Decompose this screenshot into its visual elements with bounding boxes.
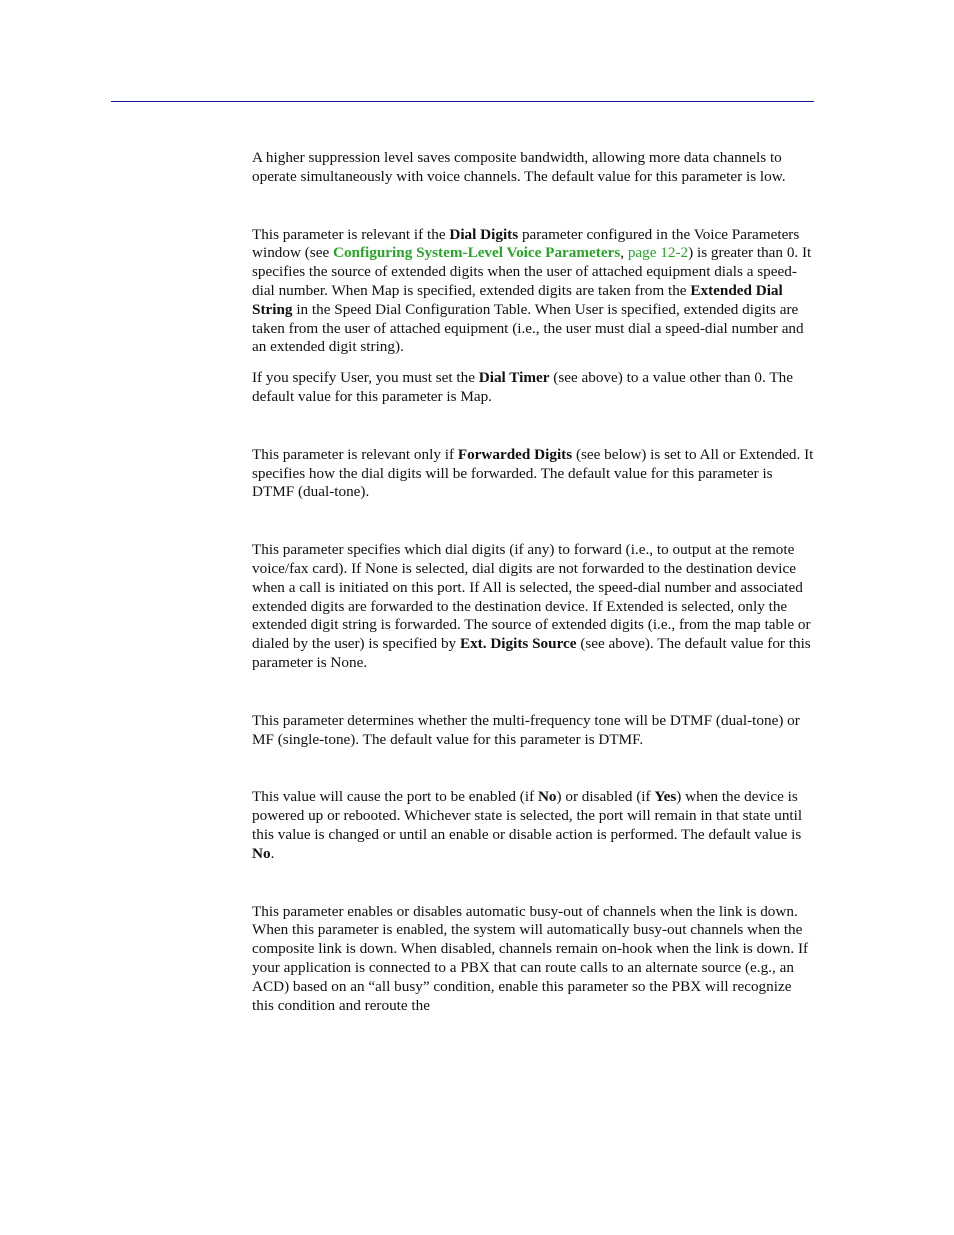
paragraph-forwarded-digits bbox=[252, 541, 814, 673]
header-rule bbox=[111, 101, 814, 102]
text: This parameter specifies which dial digits (if any) to forward (i.e., to output at the remote voice/fax card). If None is selected, dial digits are not forwarded to the destination device when a call is initiated on this port. If All is selected, the speed-dial number and associated extended digits are forwarded to the destination device. If Extended is selected, only the extended digit string is forwarded. The source of extended digits (i.e., from the map table or dialed by the user) is specified by bbox=[252, 541, 811, 653]
paragraph-suppression-level: A higher suppression level saves composite bandwidth, allowing more data channels to operate simultaneously with voice channels. The default value for this parameter is low. bbox=[252, 149, 786, 185]
dial-digits-term: Dial Digits bbox=[449, 225, 519, 243]
paragraph-port-disabled bbox=[252, 788, 814, 863]
text: ) is greater than 0. It specifies the source of extended digits when the user of attached equipment dials a speed-dial number. When Map is specified, extended digits are taken from the bbox=[252, 244, 812, 299]
text: This parameter is relevant if the bbox=[252, 225, 450, 243]
text: in the Speed Dial Configuration Table. When User is specified, extended digits are taken from the user of attached equipment (i.e., the user must dial a speed-dial number and an extended digit string). bbox=[252, 300, 804, 356]
dial-timer-term: Dial Timer bbox=[478, 369, 550, 387]
text: ) when the device is powered up or rebooted. Whichever state is selected, the port will remain in that state until this value is changed or until an enable or disable action is performed. The default value is bbox=[252, 788, 803, 843]
forwarded-digits-term: Forwarded Digits bbox=[457, 445, 573, 463]
paragraph-forwarded-digit-type bbox=[252, 446, 814, 502]
text: (see below) is set to All or Extended. It specifies how the dial digits will be forwarded. The default value for this parameter is DTMF (dual-tone). bbox=[252, 445, 814, 501]
text: If you specify User, you must set the bbox=[252, 369, 479, 387]
text: This parameter is relevant only if bbox=[252, 445, 458, 463]
document-body bbox=[252, 149, 814, 1015]
yes-term: Yes bbox=[654, 788, 677, 806]
text: ) or disabled (if bbox=[556, 788, 655, 806]
no-term: No bbox=[537, 788, 557, 806]
paragraph-ext-digits-source bbox=[252, 226, 814, 358]
ext-digits-source-term: Ext. Digits Source bbox=[459, 635, 577, 653]
text: This value will cause the port to be enabled (if bbox=[252, 788, 538, 806]
text: (see above). The default value for this parameter is None. bbox=[252, 635, 811, 671]
paragraph-mf-tone: This parameter determines whether the multi-frequency tone will be DTMF (dual-tone) or MF (single-tone). The default value for this parameter is DTMF. bbox=[252, 711, 800, 748]
extended-dial-string-term: Extended Dial String bbox=[252, 281, 783, 318]
text: (see above) to a value other than 0. The default value for this parameter is Map. bbox=[252, 369, 793, 405]
text: . bbox=[270, 844, 275, 862]
paragraph-auto-busy-out: This parameter enables or disables automatic busy-out of channels when the link is down. When this parameter is enabled, the system will automatically busy-out channels when the composite link is down. When disabled, channels remain on-hook when the link is down. If your application is connected to a PBX that can route calls to an alternate source (e.g., an ACD) based on an “all busy” condition, enable this parameter so the PBX will recognize this condition and reroute the bbox=[252, 902, 809, 1014]
paragraph-dial-timer-note bbox=[252, 369, 814, 407]
configuring-voice-parameters-link[interactable]: Configuring System-Level Voice Parameters bbox=[332, 244, 621, 262]
no-default-term: No bbox=[252, 844, 271, 862]
text: parameter configured in the Voice Parameters window (see bbox=[252, 225, 800, 262]
page-reference-link[interactable]: page 12-2 bbox=[627, 244, 689, 262]
text: , bbox=[620, 244, 628, 262]
